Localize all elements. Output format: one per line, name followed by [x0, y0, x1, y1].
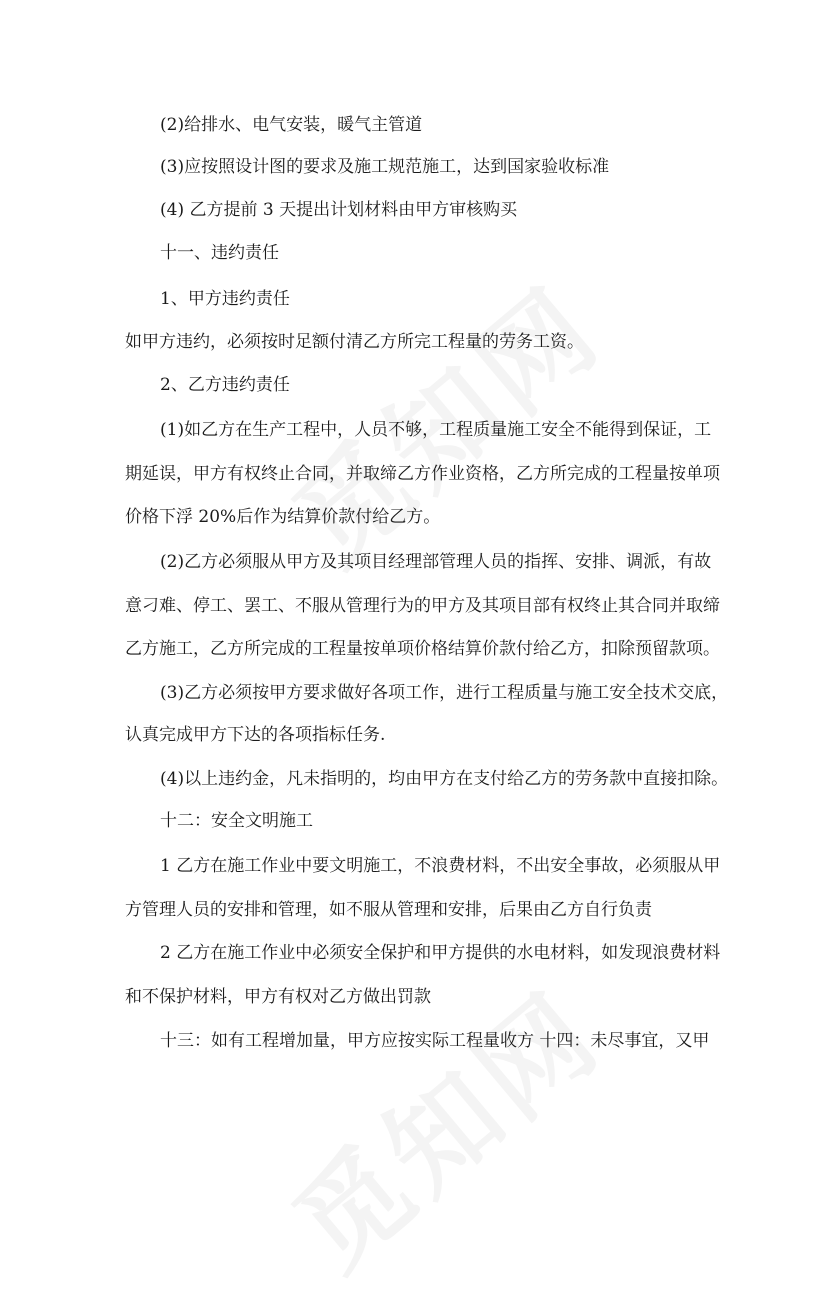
party-b-clause-1-line-3: 价格下浮 20%后作为结算价款付给乙方。: [125, 507, 441, 527]
item-3-standards: (3)应按照设计图的要求及施工规范施工，达到国家验收标准: [160, 157, 610, 177]
party-b-clause-3-line-2: 认真完成甲方下达的各项指标任务.: [125, 725, 386, 745]
safety-clause-2-line-2: 和不保护材料，甲方有权对乙方做出罚款: [125, 987, 431, 1007]
safety-clause-1-line-1: 1 乙方在施工作业中要文明施工，不浪费材料，不出安全事故，必须服从甲: [160, 856, 721, 876]
party-a-breach-text: 如甲方违约，必须按时足额付清乙方所完工程量的劳务工资。: [125, 332, 584, 352]
party-b-clause-2-line-3: 乙方施工，乙方所完成的工程量按单项价格结算价款付给乙方，扣除预留款项。: [125, 639, 720, 659]
safety-clause-1-line-2: 方管理人员的安排和管理，如不服从管理和安排，后果由乙方自行负责: [125, 900, 652, 920]
section-11-heading: 十一、违约责任: [160, 243, 279, 263]
party-b-clause-2-line-2: 意刁难、停工、罢工、不服从管理行为的甲方及其项目部有权终止其合同并取缔: [125, 596, 720, 616]
party-b-clause-2-line-1: (2)乙方必须服从甲方及其项目经理部管理人员的指挥、安排、调派，有故: [160, 552, 712, 572]
party-b-clause-4: (4)以上违约金，凡未指明的，均由甲方在支付给乙方的劳务款中直接扣除。: [160, 769, 729, 789]
party-b-clause-1-line-1: (1)如乙方在生产工程中，人员不够，工程质量施工安全不能得到保证，工: [160, 420, 712, 440]
item-2-plumbing: (2)给排水、电气安装，暖气主管道: [160, 115, 423, 135]
party-a-breach-heading: 1、甲方违约责任: [160, 289, 290, 309]
party-b-breach-heading: 2、乙方违约责任: [160, 375, 290, 395]
party-b-clause-1-line-2: 期延误，甲方有权终止合同，并取缔乙方作业资格，乙方所完成的工程量按单项: [125, 464, 720, 484]
section-12-heading: 十二：安全文明施工: [160, 811, 313, 831]
item-4-materials: (4) 乙方提前 3 天提出计划材料由甲方审核购买: [160, 200, 518, 220]
section-13-14-line: 十三：如有工程增加量，甲方应按实际工程量收方 十四：未尽事宜，又甲: [160, 1031, 710, 1051]
safety-clause-2-line-1: 2 乙方在施工作业中必须安全保护和甲方提供的水电材料，如发现浪费材料: [160, 943, 721, 963]
party-b-clause-3-line-1: (3)乙方必须按甲方要求做好各项工作，进行工程质量与施工安全技术交底，: [160, 683, 729, 703]
